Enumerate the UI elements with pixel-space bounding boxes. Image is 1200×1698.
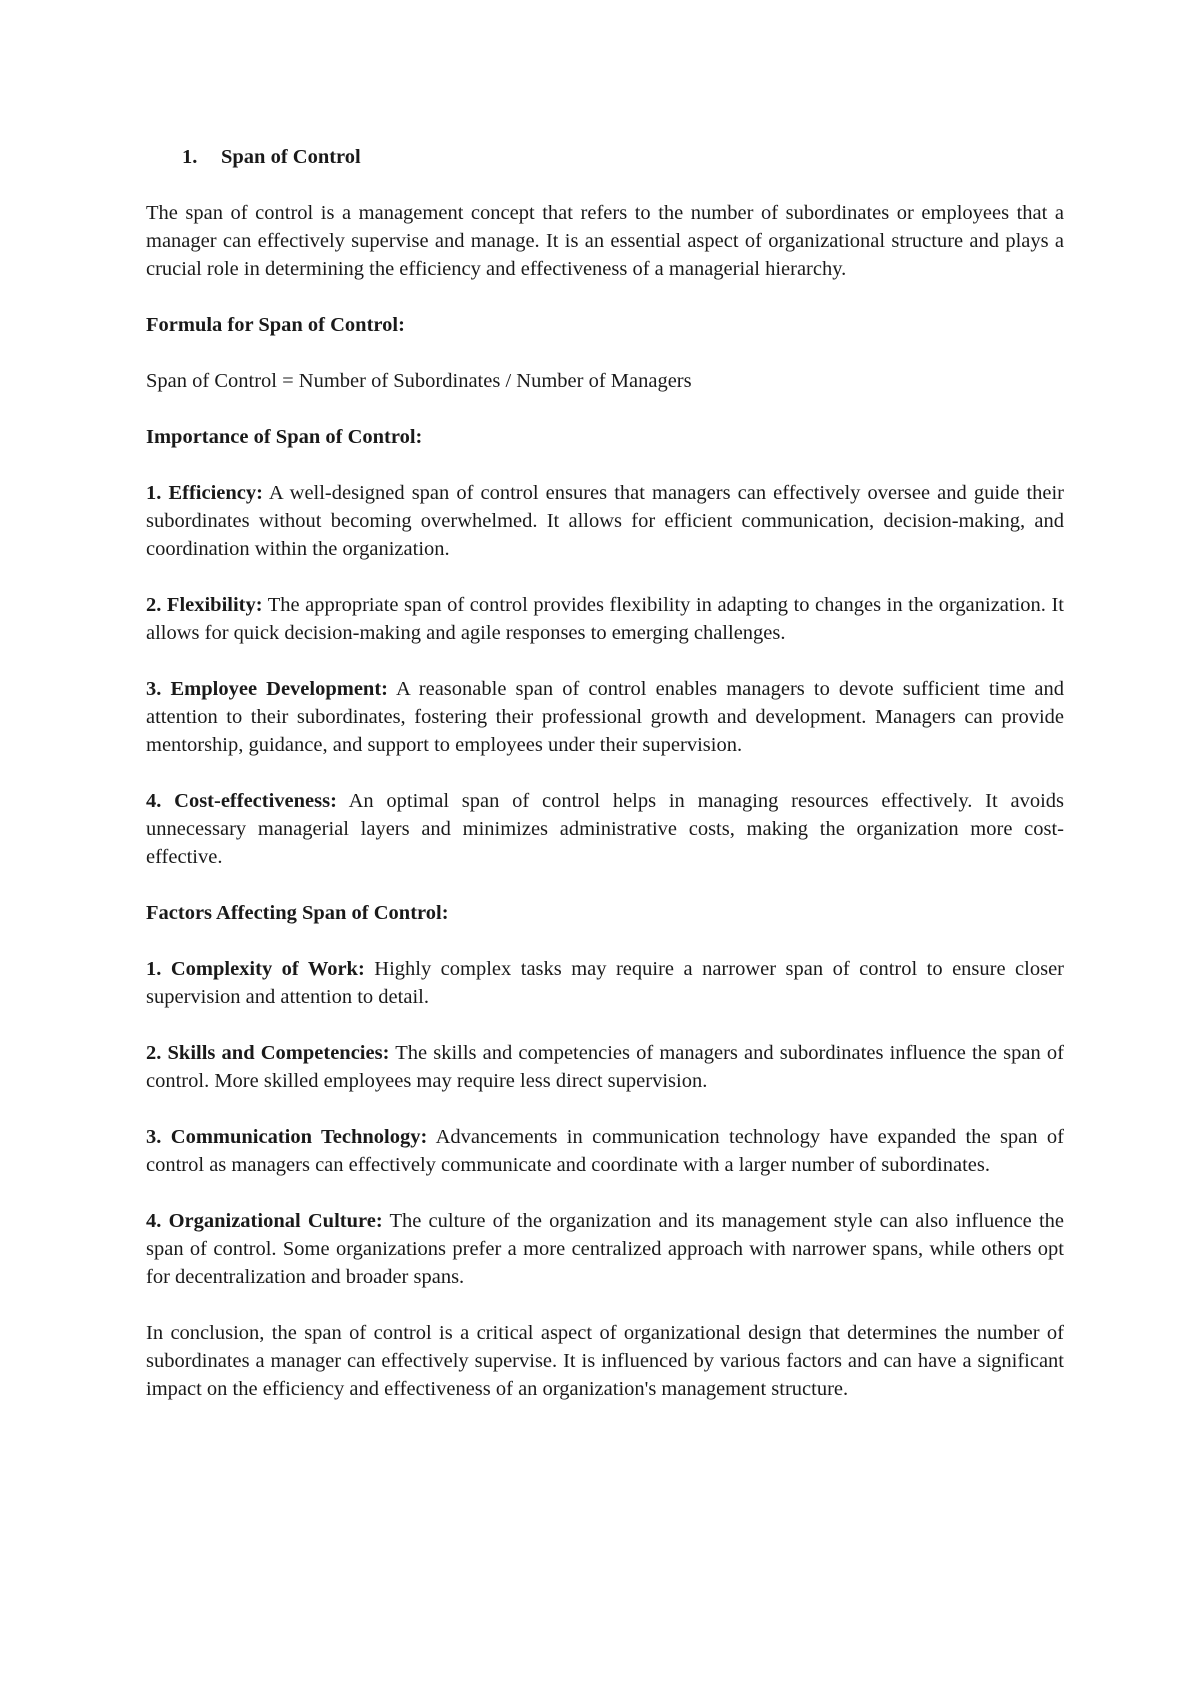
section-heading: [146, 143, 1064, 171]
importance-item-text: An optimal span of control helps in managing resources effectively. It avoids unnecessary managerial layers and minimizes administrative costs, making the organization more cost-effective.: [146, 790, 1064, 868]
importance-item-text: A well-designed span of control ensures that managers can effectively oversee and guide their subordinates without becoming overwhelmed. It allows for efficient communication, decision-making, and coordination within the organization.: [146, 482, 1065, 560]
factor-item-text: Advancements in communication technology have expanded the span of control as managers can effectively communicate and coordinate with a larger number of subordinates.: [146, 1126, 1064, 1176]
section-title: Span of Control: [221, 146, 361, 168]
factor-item-text: Highly complex tasks may require a narrower span of control to ensure closer supervision and attention to detail.: [146, 958, 1064, 1008]
importance-item: [146, 675, 1064, 759]
importance-item-text: The appropriate span of control provides flexibility in adapting to changes in the organization. It allows for quick decision-making and agile responses to emerging challenges.: [146, 594, 1064, 644]
importance-item-label: 3. Employee Development:: [146, 678, 388, 700]
factor-item: [146, 1123, 1064, 1179]
intro-paragraph: The span of control is a management concept that refers to the number of subordinates or employees that a manager can effectively supervise and manage. It is an essential aspect of organizational structure and plays a crucial role in determining the efficiency and effectiveness of a managerial hierarchy.: [146, 202, 1064, 280]
factor-item-label: 2. Skills and Competencies:: [146, 1042, 390, 1064]
formula-heading: Formula for Span of Control:: [146, 314, 405, 336]
document-page: [146, 143, 1064, 1431]
factor-item-text: The skills and competencies of managers and subordinates influence the span of control. More skilled employees may require less direct supervision.: [146, 1042, 1064, 1092]
importance-item: [146, 479, 1064, 563]
importance-item-text: A reasonable span of control enables managers to devote sufficient time and attention to their subordinates, fostering their professional growth and development. Managers can provide mentorship, guidance, and support to employees under their supervision.: [146, 678, 1065, 756]
factor-item-label: 1. Complexity of Work:: [146, 958, 365, 980]
factor-item: [146, 1207, 1064, 1291]
conclusion-paragraph: In conclusion, the span of control is a critical aspect of organizational design that determines the number of subordinates a manager can effectively supervise. It is influenced by various factors and can have a significant impact on the efficiency and effectiveness of an organization's management structure.: [146, 1322, 1064, 1400]
factors-heading: Factors Affecting Span of Control:: [146, 902, 449, 924]
importance-item-label: 1. Efficiency:: [146, 482, 263, 504]
factor-item-label: 4. Organizational Culture:: [146, 1210, 383, 1232]
factor-item: [146, 955, 1064, 1011]
factor-item-label: 3. Communication Technology:: [146, 1126, 428, 1148]
importance-item-label: 4. Cost-effectiveness:: [146, 790, 337, 812]
section-number: 1.: [182, 146, 198, 168]
importance-item-label: 2. Flexibility:: [146, 594, 263, 616]
importance-item: [146, 787, 1064, 871]
factor-item-text: The culture of the organization and its management style can also influence the span of control. Some organizations prefer a more centralized approach with narrower spans, while others opt for decentralization and broader spans.: [146, 1210, 1064, 1288]
importance-heading: Importance of Span of Control:: [146, 426, 423, 448]
importance-item: [146, 591, 1064, 647]
factor-item: [146, 1039, 1064, 1095]
formula-text: Span of Control = Number of Subordinates / Number of Managers: [146, 370, 692, 392]
